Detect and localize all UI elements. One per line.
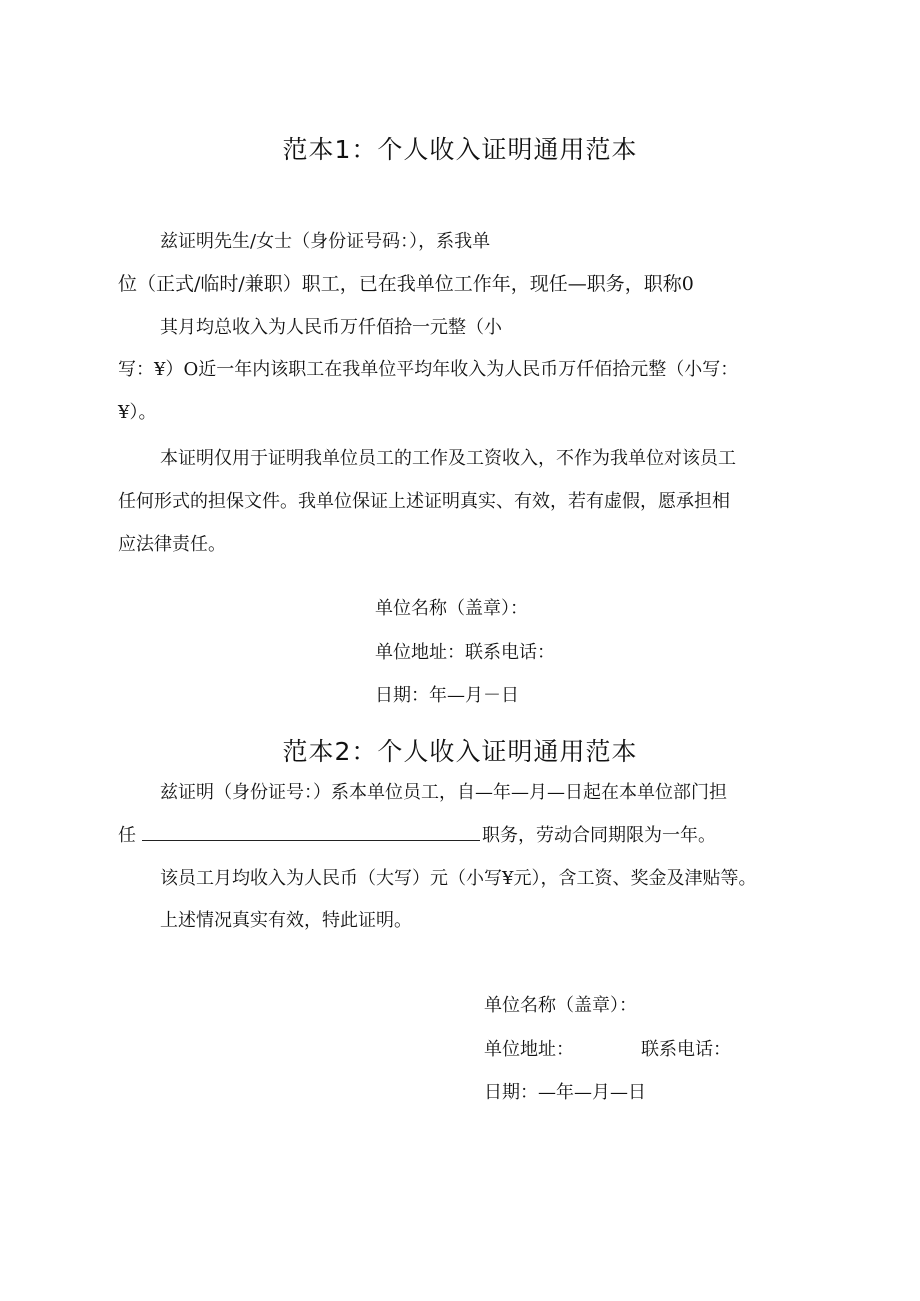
position-blank-underline	[142, 824, 480, 841]
template1-date: 日期：年—月－日	[375, 685, 519, 706]
template1-line-3: 其月均总收入为人民币万仟佰拾一元整（小	[160, 317, 502, 338]
template1-title: 范本1：个人收入证明通用范本	[282, 135, 638, 164]
template2-line-2	[118, 824, 716, 847]
template1-line-6: 本证明仅用于证明我单位员工的工作及工资收入，不作为我单位对该员工	[160, 448, 736, 469]
template2-line-1: 兹证明（身份证号：）系本单位员工，自—年—月—日起在本单位部门担	[160, 782, 727, 803]
template1-unit-name: 单位名称（盖章）：	[375, 598, 528, 619]
template1-line-5: ¥）。	[118, 402, 157, 423]
template2-title: 范本2：个人收入证明通用范本	[282, 737, 638, 766]
template1-line-1: 兹证明先生/女士（身份证号码：），系我单	[160, 231, 491, 252]
template2-unit-name: 单位名称（盖章）：	[484, 995, 637, 1016]
template2-phone: 联系电话：	[641, 1039, 731, 1060]
template2-line-2-suffix: 职务，劳动合同期限为一年。	[482, 825, 716, 846]
template2-line-2-prefix: 任	[118, 825, 136, 846]
template2-unit-address: 单位地址：	[484, 1039, 574, 1060]
template1-line-2: 位（正式/临时/兼职）职工，已在我单位工作年，现任—职务，职称0	[118, 273, 694, 295]
template1-line-7: 任何形式的担保文件。我单位保证上述证明真实、有效，若有虚假，愿承担相	[118, 491, 730, 512]
template2-line-4: 上述情况真实有效，特此证明。	[160, 910, 412, 931]
template1-line-4: 写：¥）O近一年内该职工在我单位平均年收入为人民币万仟佰拾元整（小写：	[118, 359, 739, 380]
template1-line-8: 应法律责任。	[118, 534, 226, 555]
template2-date: 日期：—年—月—日	[484, 1082, 646, 1103]
template1-unit-address-phone: 单位地址：联系电话：	[375, 642, 555, 663]
template2-line-3: 该员工月均收入为人民币（大写）元（小写¥元），含工资、奖金及津贴等。	[160, 868, 757, 889]
